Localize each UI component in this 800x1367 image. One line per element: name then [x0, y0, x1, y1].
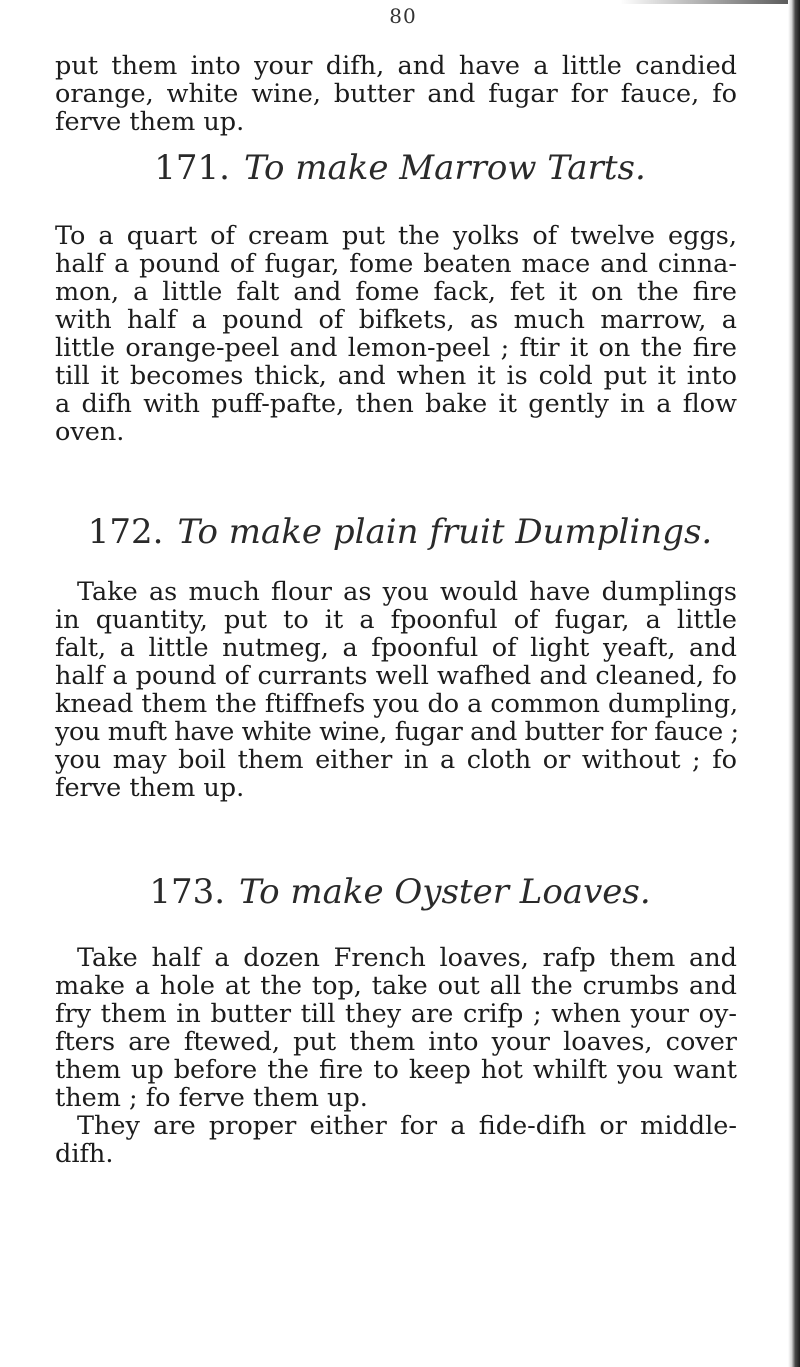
text-line: falt, a little nutmeg, a fpoonful of light yeaft, and — [55, 633, 737, 663]
text-line: till it becomes thick, and when it is cold put it into — [55, 361, 737, 391]
recipe-heading-171 — [0, 148, 800, 188]
text-line: with half a pound of bifkets, as much marrow, a — [55, 305, 737, 335]
text-line: put them into your difh, and have a little candied — [55, 51, 737, 81]
text-line: make a hole at the top, take out all the crumbs and — [55, 971, 737, 1001]
text-line: half a pound of currants well wafhed and cleaned, fo — [55, 661, 737, 691]
text-line: fry them in butter till they are crifp ; when your oy- — [55, 999, 737, 1029]
text-line: Take half a dozen French loaves, rafp them and — [77, 943, 737, 973]
text-line: them ; fo ferve them up. — [55, 1083, 368, 1113]
text-line: mon, a little falt and fome fack, fet it on the fire — [55, 277, 737, 307]
recipe-title: To make plain fruit Dumplings. — [177, 512, 713, 552]
page-edge-shadow-top — [620, 0, 795, 4]
recipe-body-171 — [55, 222, 737, 446]
recipe-body-172 — [55, 578, 737, 802]
text-line: little orange-peel and lemon-peel ; ftir it on the fire — [55, 333, 737, 363]
recipe-heading-172 — [0, 512, 800, 552]
text-line: you muft have white wine, fugar and butter for fauce ; — [55, 717, 739, 747]
text-line: ferve them up. — [55, 773, 245, 803]
text-line: a difh with puff-pafte, then bake it gently in a flow — [55, 389, 737, 419]
text-line: They are proper either for a fide-difh or middle- — [77, 1111, 737, 1141]
page-number: 80 — [389, 4, 417, 28]
recipe-number: 173. — [149, 872, 226, 912]
text-line: To a quart of cream put the yolks of twelve eggs, — [55, 221, 737, 251]
text-line: oven. — [55, 417, 125, 447]
text-line: you may boil them either in a cloth or without ; fo — [55, 745, 737, 775]
text-line: ferve them up. — [55, 107, 245, 137]
recipe-body-173 — [55, 944, 737, 1168]
text-line: fters are ftewed, put them into your loaves, cover — [55, 1027, 737, 1057]
recipe-heading-173 — [0, 872, 800, 912]
page-edge-shadow — [788, 0, 800, 1367]
recipe-number: 172. — [87, 512, 164, 552]
text-line: half a pound of fugar, fome beaten mace and cinna- — [55, 249, 737, 279]
text-line: knead them the ftiffnefs you do a common dumpling, — [55, 689, 739, 719]
text-line: difh. — [55, 1139, 114, 1169]
recipe-title: To make Marrow Tarts. — [243, 148, 646, 188]
intro-paragraph — [55, 52, 737, 136]
text-line: them up before the fire to keep hot whilft you want — [55, 1055, 737, 1085]
text-line: Take as much flour as you would have dumplings — [77, 577, 737, 607]
recipe-number: 171. — [154, 148, 230, 188]
text-line: orange, white wine, butter and fugar for fauce, fo — [55, 79, 737, 109]
recipe-title: To make Oyster Loaves. — [239, 872, 651, 912]
text-line: in quantity, put to it a fpoonful of fugar, a little — [55, 605, 737, 635]
